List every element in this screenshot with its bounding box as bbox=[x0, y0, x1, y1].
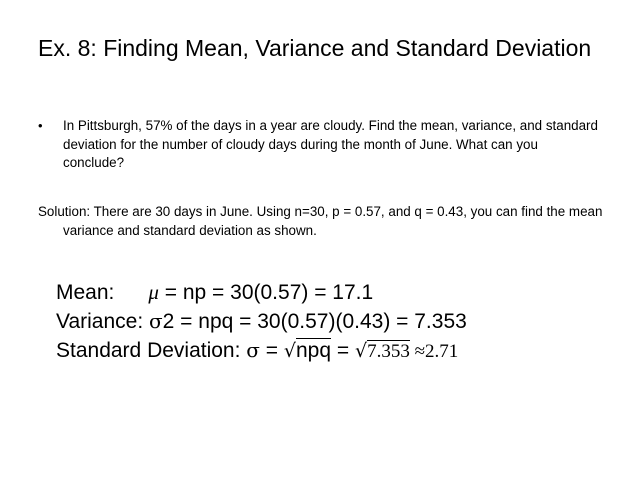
sigma-symbol: σ bbox=[149, 309, 163, 333]
formula-block bbox=[56, 278, 616, 366]
slide-title: Ex. 8: Finding Mean, Variance and Standard Deviation bbox=[38, 35, 592, 61]
variance-expression: 2 = npq = 30(0.57)(0.43) = 7.353 bbox=[162, 310, 467, 333]
sigma-symbol: σ bbox=[246, 338, 260, 362]
variance-formula bbox=[56, 307, 616, 336]
problem-text: In Pittsburgh, 57% of the days in a year are cloudy. Find the mean, variance, and standard deviation for the number of cloudy days during the month of June. What can you conclude? bbox=[63, 118, 598, 170]
mu-symbol: μ bbox=[148, 280, 159, 304]
radical-icon: √ bbox=[354, 340, 368, 362]
problem-bullet bbox=[38, 117, 598, 173]
std-dev-result: ≈2.71 bbox=[409, 341, 459, 362]
bullet-marker: • bbox=[38, 118, 43, 133]
mean-formula bbox=[56, 278, 616, 307]
sqrt-value bbox=[355, 339, 410, 362]
radicand-npq: npq bbox=[296, 339, 332, 362]
mean-label: Mean: bbox=[56, 281, 115, 304]
equals-sign: = bbox=[259, 339, 284, 362]
radicand-value: 7.353 bbox=[367, 341, 410, 362]
std-dev-label: Standard Deviation: bbox=[56, 339, 247, 362]
variance-label: Variance: bbox=[56, 310, 149, 333]
solution-text: Solution: There are 30 days in June. Using n=30, p = 0.57, and q = 0.43, you can find the mean variance and standard deviation as shown. bbox=[38, 204, 603, 238]
std-dev-formula bbox=[56, 336, 616, 366]
equals-sign: = bbox=[331, 339, 355, 362]
radical-icon: √ bbox=[283, 340, 296, 362]
sqrt-npq bbox=[284, 339, 331, 362]
mean-expression: = np = 30(0.57) = 17.1 bbox=[158, 281, 374, 304]
